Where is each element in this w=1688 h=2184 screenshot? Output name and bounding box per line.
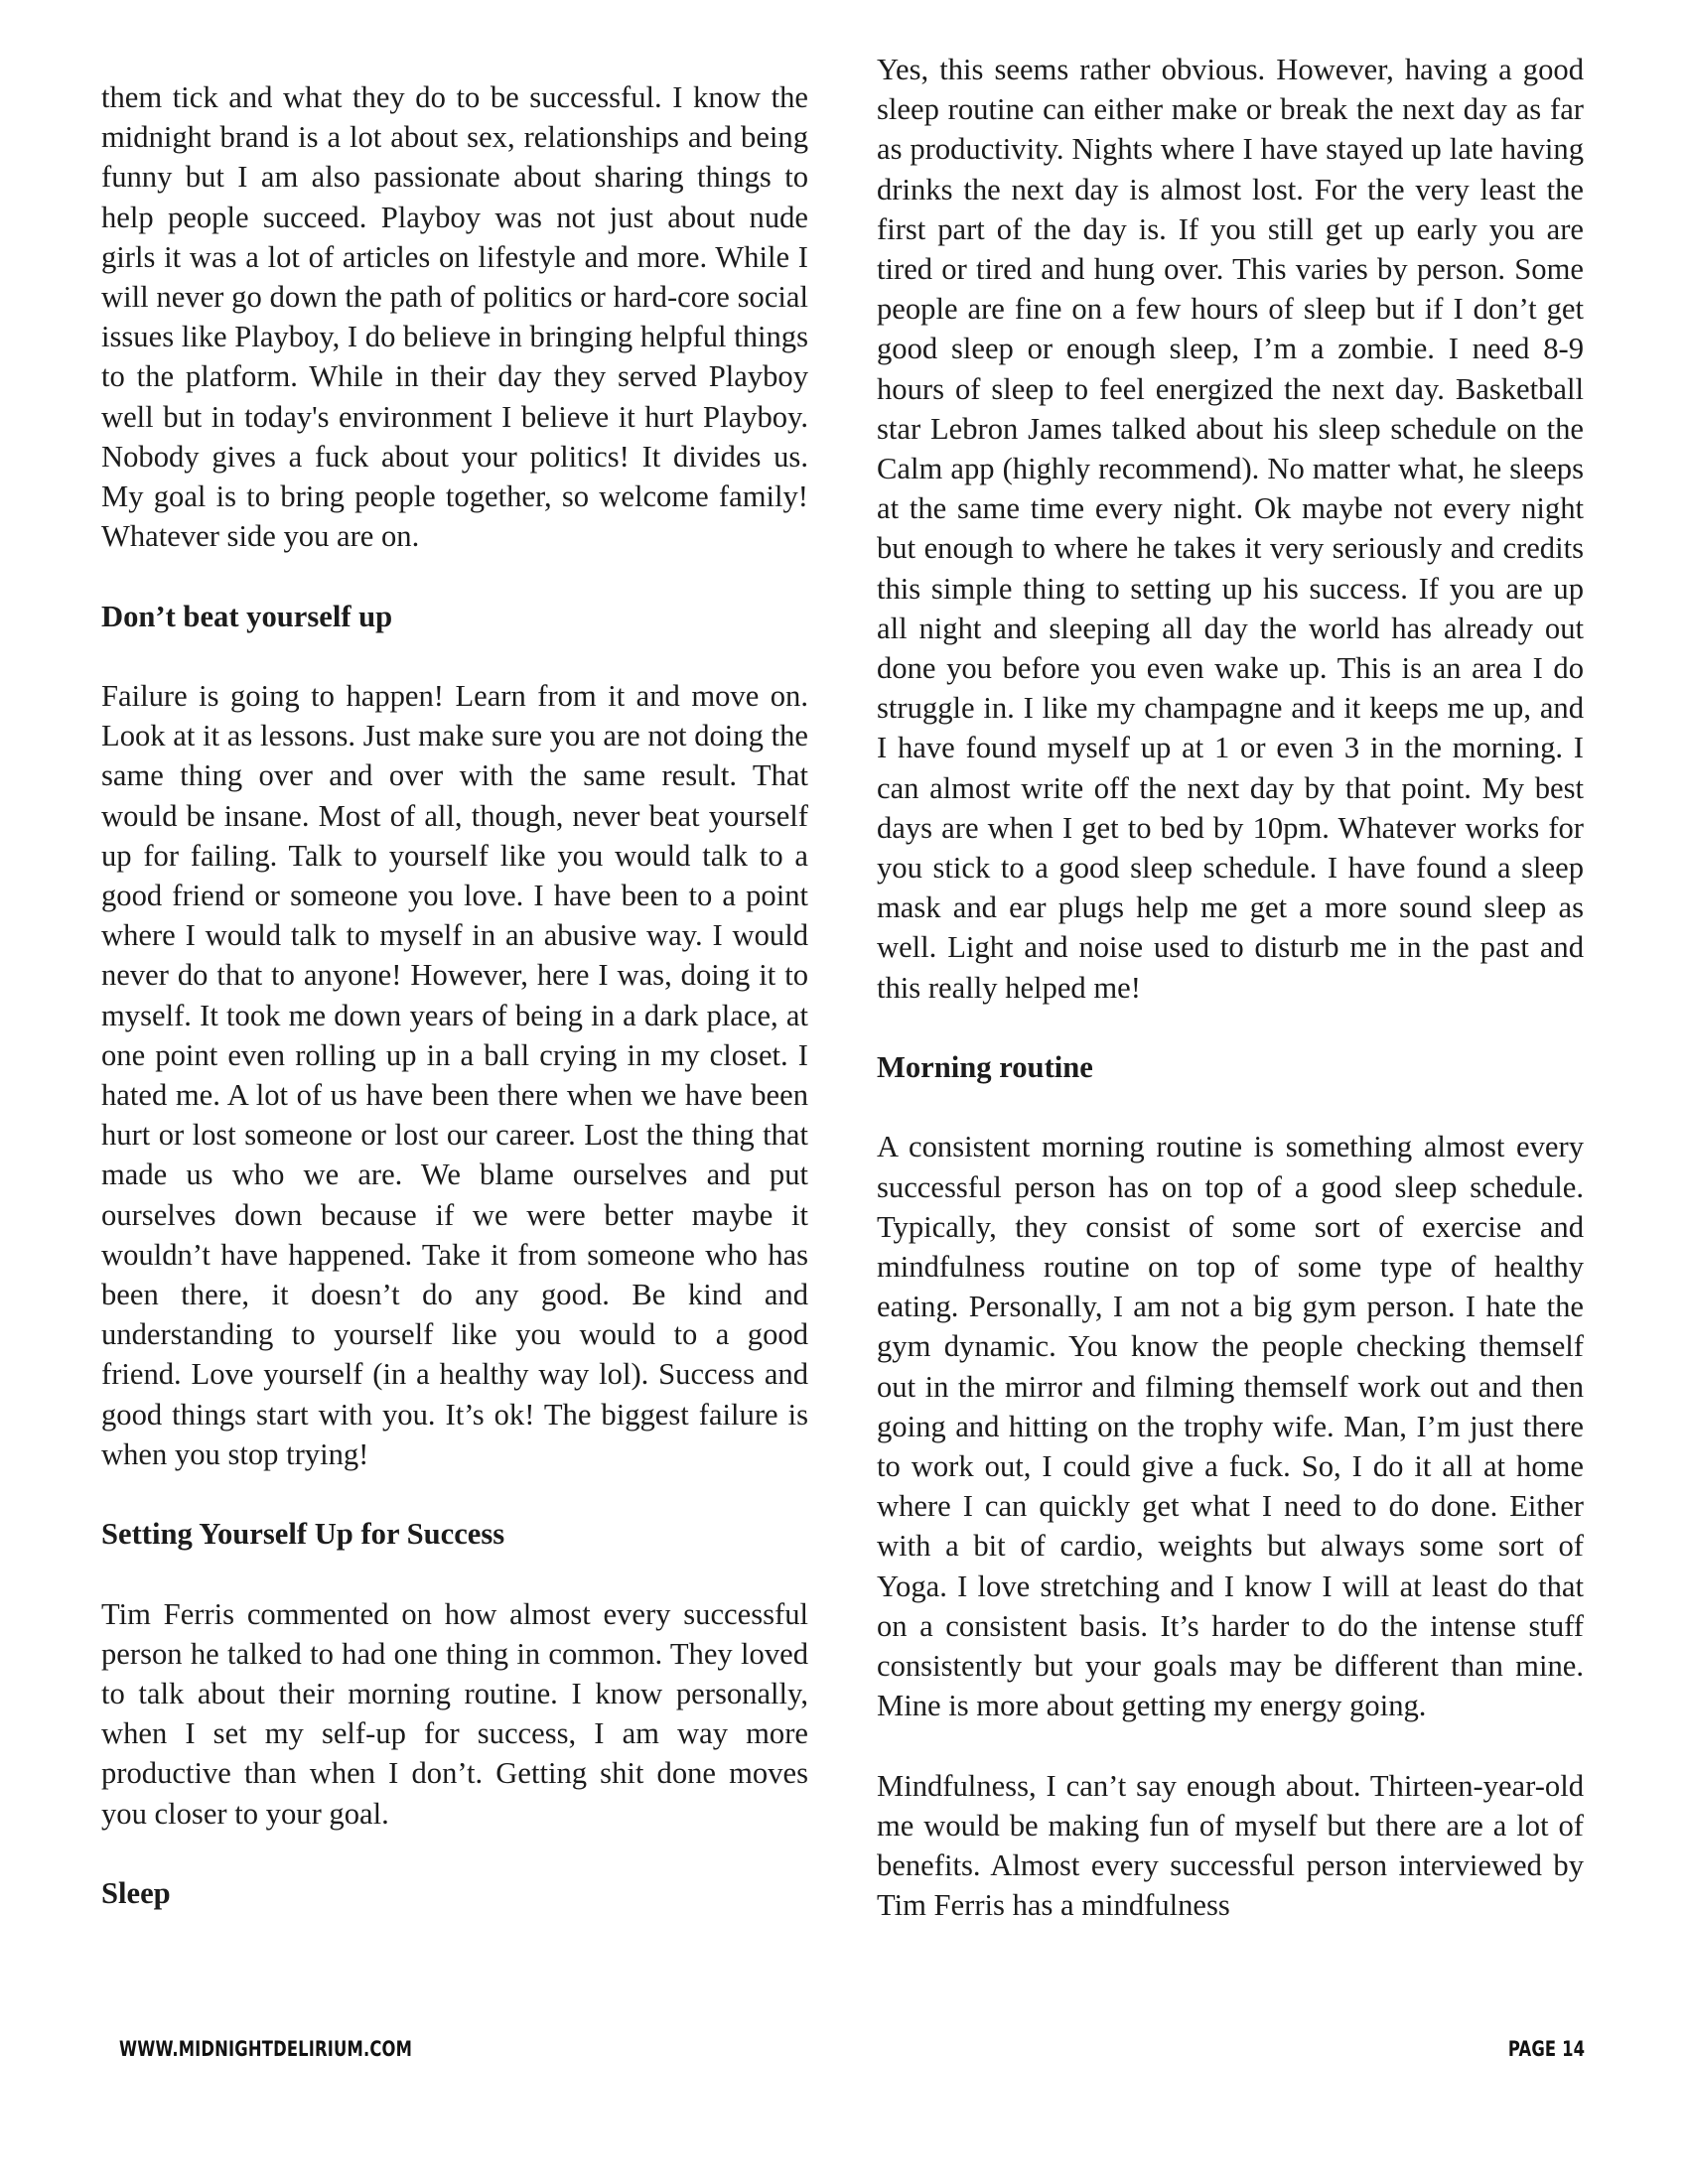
heading-setting-yourself-up: Setting Yourself Up for Success	[101, 1517, 505, 1552]
right-paragraph-1: Yes, this seems rather obvious. However, having a good sleep routine can either make or break the next day as far as productivity. Nights where I have stayed up late having drinks the next day is almost lost. For the very least the first part of the day is. If you still get up early you are tired or tired and hung over. This varies by person. Some people are fine on a few hours of sleep but if I don’t get good sleep or enough sleep, I’m a zombie. I need 8-9 hours of sleep to feel energized the next day. Basketball star Lebron James talked about his sleep schedule on the Calm app (highly recommend). No matter what, he sleeps at the same time every night. Ok maybe not every night but enough to where he takes it very seriously and credits this simple thing to setting up his success. If you are up all night and sleeping all day the world has already out done you before you even wake up. This is an area I do struggle in. I like my champagne and it keeps me up, and I have found myself up at 1 or even 3 in the morning. I can almost write off the next day by that point. My best days are when I get to bed by 10pm. Whatever works for you stick to a good sleep schedule. I have found a sleep mask and ear plugs help me get a more sound sleep as well. Light and noise used to disturb me in the past and this really helped me!	[877, 53, 1584, 1005]
heading-dont-beat-yourself-up: Don’t beat yourself up	[101, 599, 393, 633]
right-paragraph-3: Mindfulness, I can’t say enough about. Thirteen-year-old me would be making fun of myself but there are a lot of benefits. Almost every successful person interviewed by Tim Ferris has a mindfulness	[877, 1768, 1584, 1923]
footer-page-number: PAGE 14	[1507, 2037, 1585, 2061]
left-paragraph-2: Failure is going to happen! Learn from it and move on. Look at it as lessons. Just make sure you are not doing the same thing over and over with the same result. That would be insane. Most of all, though, never beat yourself up for failing. Talk to yourself like you would talk to a good friend or someone you love. I have been to a point where I would talk to myself in an abusive way. I would never do that to anyone! However, here I was, doing it to myself. It took me down years of being in a dark place, at one point even rolling up in a ball crying in my closet. I hated me. A lot of us have been there when we have been hurt or lost someone or lost our career. Lost the thing that made us who we are. We blame ourselves and put ourselves down because if we were better maybe it wouldn’t have happened. Take it from someone who has been there, it doesn’t do any good. Be kind and understanding to yourself like you would to a good friend. Love yourself (in a healthy way lol). Success and good things start with you. It’s ok! The biggest failure is when you stop trying!	[101, 679, 808, 1471]
right-column	[877, 50, 1584, 1966]
left-paragraph-1: them tick and what they do to be successful. I know the midnight brand is a lot about sex, relationships and being funny but I am also passionate about sharing things to help people succeed. Playboy was not just about nude girls it was a lot of articles on lifestyle and more. While I will never go down the path of politics or hard-core social issues like Playboy, I do believe in bringing helpful things to the platform. While in their day they served Playboy well but in today's environment I believe it hurt Playboy. Nobody gives a fuck about your politics! It divides us. My goal is to bring people together, so welcome family! Whatever side you are on.	[101, 80, 808, 554]
left-column	[101, 77, 808, 1953]
right-paragraph-2: A consistent morning routine is something almost every successful person has on top of a good sleep schedule. Typically, they consist of some sort of exercise and mindfulness routine on top of some type of healthy eating. Personally, I am not a big gym person. I hate the gym dynamic. You know the people checking themself out in the mirror and filming themself work out and then going and hitting on the trophy wife. Man, I’m just there to work out, I could give a fuck. So, I do it all at home where I can quickly get what I need to do done. Either with a bit of cardio, weights but always some sort of Yoga. I love stretching and I know I will at least do that on a consistent basis. It’s harder to do the intense stuff consistently but your goals may be different than mine. Mine is more about getting my energy going.	[877, 1130, 1584, 1723]
heading-morning-routine: Morning routine	[877, 1050, 1093, 1085]
heading-sleep: Sleep	[101, 1876, 171, 1911]
footer-website-link[interactable]: WWW.MIDNIGHTDELIRIUM.COM	[119, 2037, 413, 2061]
left-paragraph-3: Tim Ferris commented on how almost every successful person he talked to had one thing in common. They loved to talk about their morning routine. I know personally, when I set my self-up for success, I am way more productive than when I don’t. Getting shit done moves you closer to your goal.	[101, 1596, 808, 1831]
